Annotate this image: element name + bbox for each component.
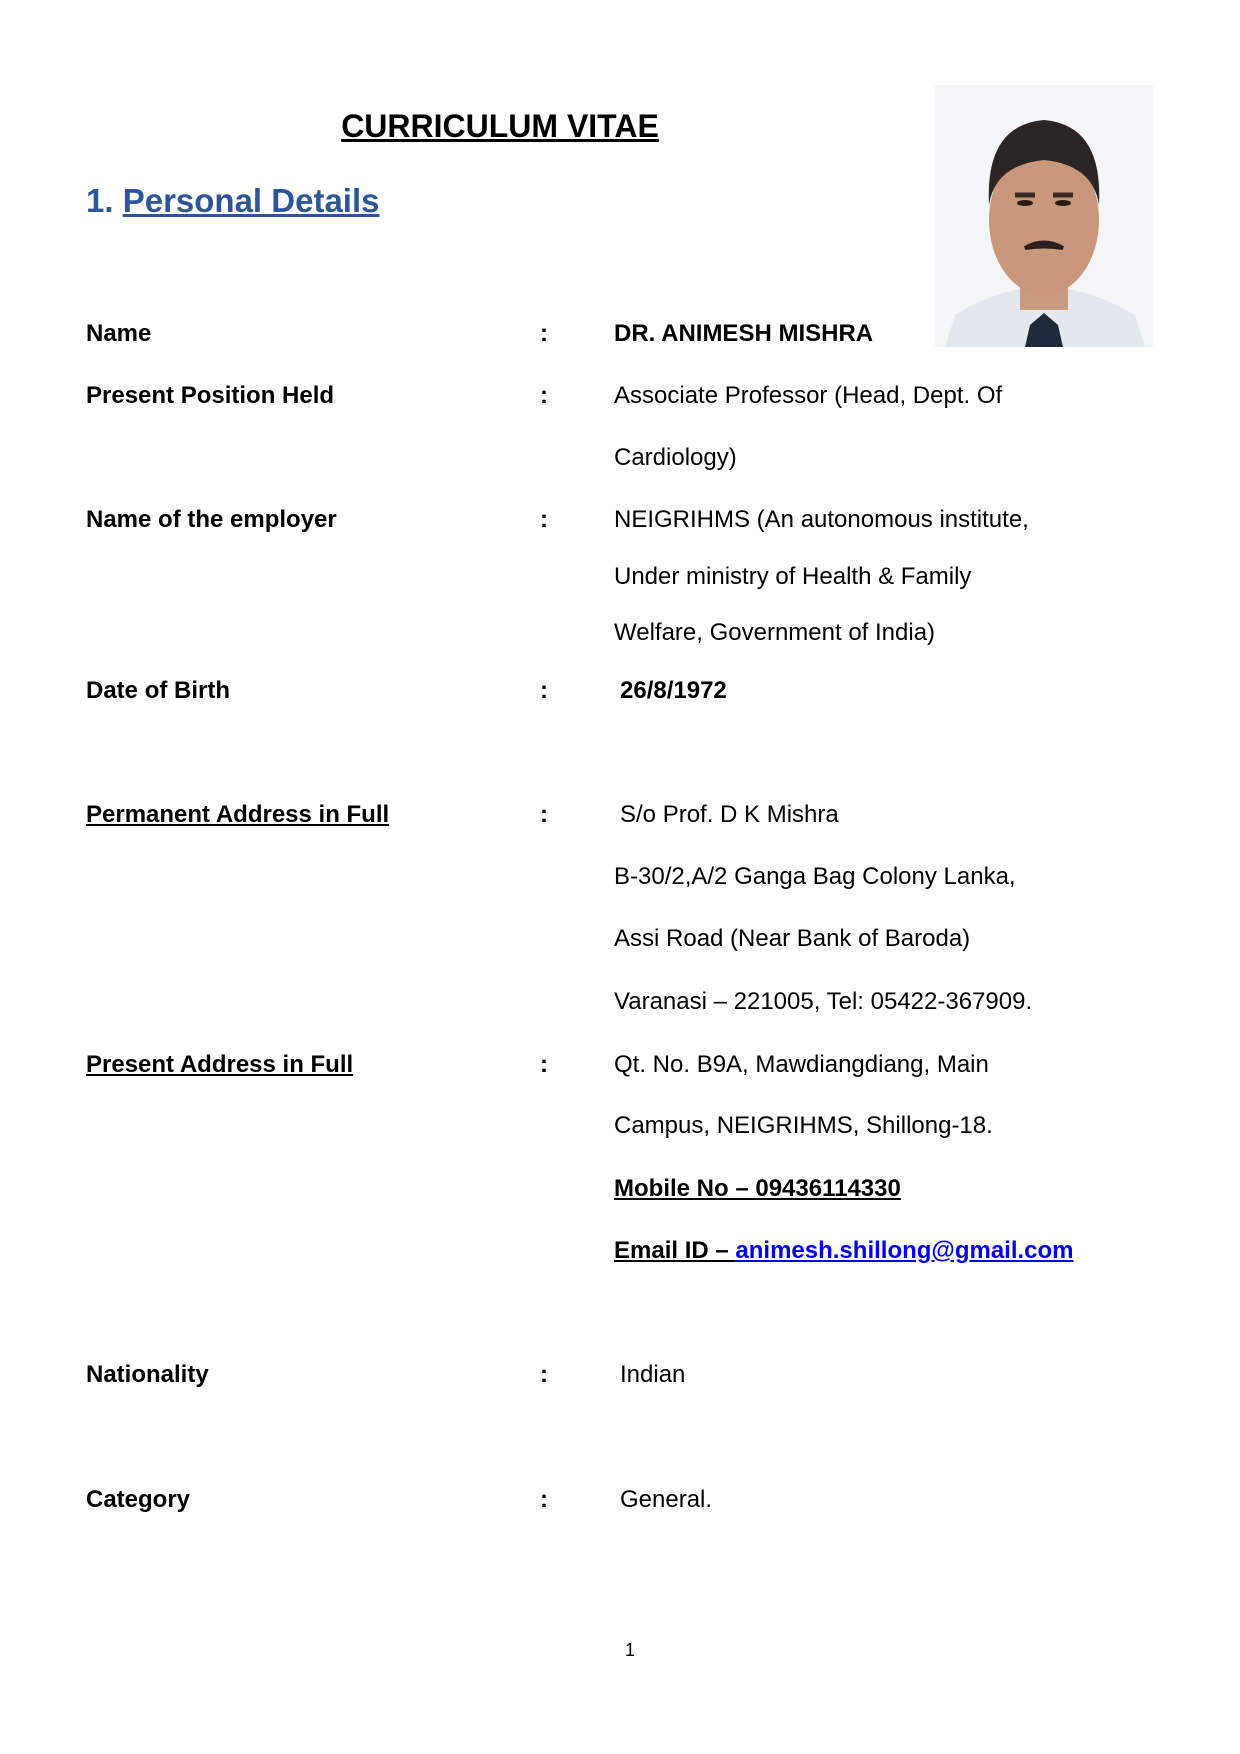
value-present-address-line: Campus, NEIGRIHMS, Shillong-18. (614, 1112, 993, 1139)
value-employer-line: Under ministry of Health & Family (614, 563, 972, 590)
email-label: Email ID – (614, 1237, 736, 1264)
value-nationality: Indian (620, 1361, 686, 1388)
colon: : (540, 506, 548, 533)
document-title: CURRICULUM VITAE (341, 108, 659, 144)
value-permanent-address-line: Varanasi – 221005, Tel: 05422-367909. (614, 988, 1033, 1015)
value-permanent-address-line: B-30/2,A/2 Ganga Bag Colony Lanka, (614, 863, 1016, 890)
page-number: 1 (624, 1640, 635, 1660)
value-name: DR. ANIMESH MISHRA (614, 320, 874, 347)
colon: : (540, 320, 548, 347)
value-permanent-address-line: S/o Prof. D K Mishra (620, 801, 839, 828)
profile-photo (935, 85, 1153, 347)
label-employer: Name of the employer (86, 506, 337, 533)
colon: : (540, 677, 548, 704)
value-dob: 26/8/1972 (620, 677, 727, 704)
section-number: 1. (86, 182, 114, 219)
label-category: Category (86, 1486, 191, 1513)
label-permanent-address: Permanent Address in Full (86, 801, 390, 828)
label-nationality: Nationality (86, 1361, 209, 1388)
section-heading-personal-details (86, 182, 379, 220)
email-link[interactable]: animesh.shillong@gmail.com (735, 1237, 1074, 1264)
value-mobile: Mobile No – 09436114330 (614, 1175, 901, 1202)
value-position-line: Associate Professor (Head, Dept. Of (614, 382, 1003, 409)
colon: : (540, 382, 548, 409)
colon: : (540, 1361, 548, 1388)
section-label: Personal Details (122, 182, 380, 219)
value-category: General. (620, 1486, 713, 1513)
email-line (614, 1237, 1074, 1265)
colon: : (540, 801, 548, 828)
value-position-line: Cardiology) (614, 444, 737, 471)
label-name: Name (86, 320, 152, 347)
value-employer-line: Welfare, Government of India) (614, 619, 936, 646)
value-employer-line: NEIGRIHMS (An autonomous institute, (614, 506, 1029, 533)
label-present-address: Present Address in Full (86, 1051, 354, 1078)
label-dob: Date of Birth (86, 677, 230, 704)
value-permanent-address-line: Assi Road (Near Bank of Baroda) (614, 925, 971, 952)
value-present-address-line: Qt. No. B9A, Mawdiangdiang, Main (614, 1051, 989, 1078)
label-position: Present Position Held (86, 382, 335, 409)
colon: : (540, 1486, 548, 1513)
colon: : (540, 1051, 548, 1078)
